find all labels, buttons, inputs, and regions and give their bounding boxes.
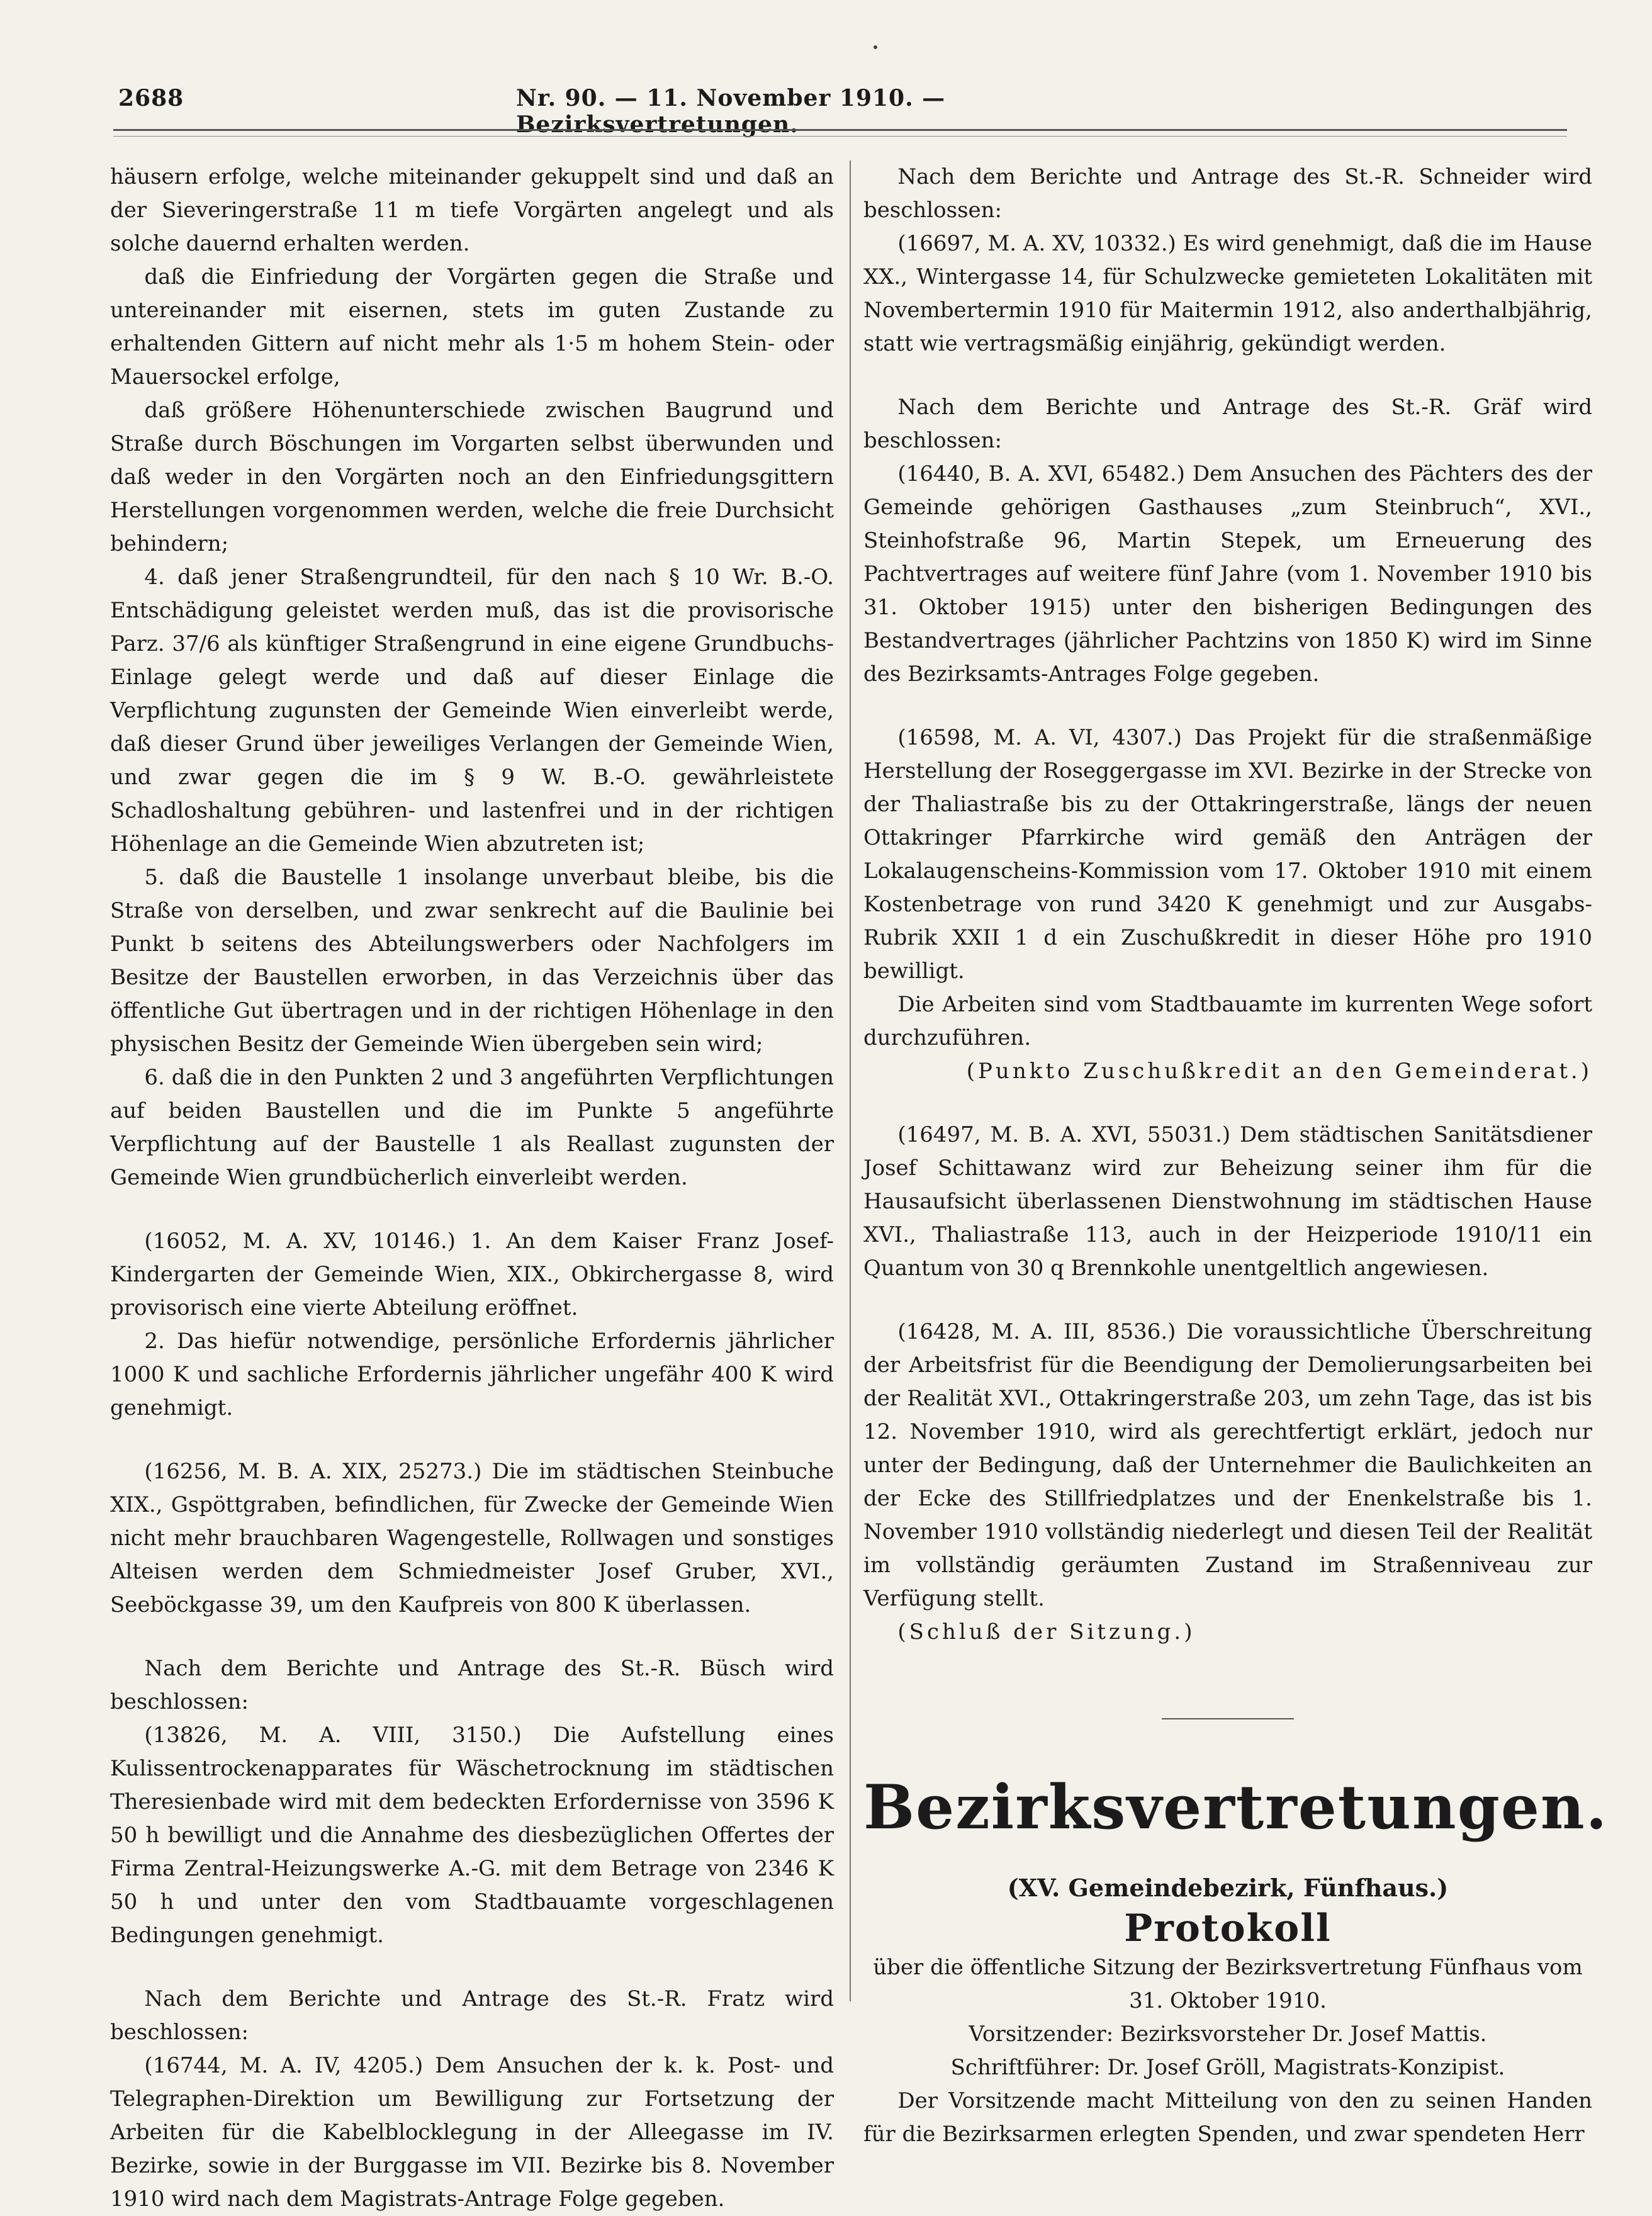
header-rule	[113, 129, 1567, 137]
paragraph-note: (Punkto Zuschußkredit an den Gemeinderat.)	[966, 1059, 1592, 1084]
page-number: 2688	[118, 85, 184, 111]
paragraph: (16497, M. B. A. XVI, 55031.) Dem städtischen Sanitätsdiener Josef Schittawanz wird zur Beheizung seiner ihm für die Hausaufsicht überlassenen Dienstwohnung im städtischen Hause XVI., Thaliastraße 113, auch in der Heizperiode 1910/11 ein Quantum von 30 q Brennkohle unentgeltlich angewiesen.	[863, 1122, 1592, 1281]
secretary-line: Schriftführer: Dr. Josef Gröll, Magistrats-Konzipist.	[950, 2055, 1505, 2080]
paragraph: 6. daß die in den Punkten 2 und 3 angeführten Verpflichtungen auf beiden Baustellen und die im Punkte 5 angeführte Verpflichtung auf der Baustelle 1 als Reallast zugunsten der Gemeinde Wien grundbücherlich einverleibt werden.	[110, 1065, 834, 1190]
protokoll-title: Protokoll	[1124, 1906, 1332, 1950]
paragraph: Die Arbeiten sind vom Stadtbauamte im kurrenten Wege sofort durchzuführen.	[863, 992, 1592, 1050]
chair-line: Vorsitzender: Bezirksvorsteher Dr. Josef Mattis.	[969, 2022, 1487, 2047]
running-title: Nr. 90. — 11. November 1910. — Bezirksvertretungen.	[516, 85, 946, 138]
paragraph: 2. Das hiefür notwendige, persönliche Erfordernis jährlicher 1000 K und sachliche Erfordernis jährlicher ungefähr 400 K wird genehmigt.	[110, 1329, 834, 1420]
paragraph: (13826, M. A. VIII, 3150.) Die Aufstellung eines Kulissentrockenapparates für Wäschetrocknung im städtischen Theresienbade wird mit dem bedeckten Erfordernisse von 3596 K 50 h bewilligt und die Annahme des diesbezüglichen Offertes der Firma Zentral-Heizungswerke A.-G. mit dem Betrage von 2346 K 50 h und unter den vom Stadtbauamte vorgeschlagenen Bedingungen genehmigt.	[110, 1723, 834, 1948]
paragraph: (16697, M. A. XV, 10332.) Es wird genehmigt, daß die im Hause XX., Wintergasse 14, für Schulzwecke gemieteten Lokalitäten mit Novembertermin 1910 für Maitermin 1912, also anderthalbjährig, statt wie vertragsmäßig einjährig, gekündigt werden.	[863, 231, 1592, 356]
paragraph: (16428, M. A. III, 8536.) Die voraussichtliche Überschreitung der Arbeitsfrist für die Beendigung der Demolierungsarbeiten bei der Realität XVI., Ottakringerstraße 203, um zehn Tage, das ist bis 12. November 1910, wird als gerechtfertigt erklärt, jedoch nur unter der Bedingung, daß der Unternehmer die Baulichkeiten an der Ecke des Stillfriedplatzes und der Enenkelstraße bis 1. November 1910 vollständig niederlegt und diesen Teil der Realität im vollständig geräumten Zustand im Straßenniveau zur Verfügung stellt.	[863, 1319, 1592, 1611]
paragraph: daß größere Höhenunterschiede zwischen Baugrund und Straße durch Böschungen im Vorgarten selbst überwunden und daß weder in den Vorgärten noch an den Einfriedungsgittern Herstellungen vorgenommen werden, welche die freie Durchsicht behindern;	[110, 398, 834, 556]
protokoll-description: über die öffentliche Sitzung der Bezirksvertretung Fünfhaus vom 31. Oktober 1910.	[873, 1955, 1583, 2013]
paragraph: (16598, M. A. VI, 4307.) Das Projekt für die straßenmäßige Herstellung der Roseggergasse im XVI. Bezirke in der Strecke von der Thaliastraße bis zu der Ottakringerstraße, längs der neuen Ottakringer Pfarrkirche wird gemäß den Anträgen der Lokalaugenscheins-Kommission vom 17. Oktober 1910 mit einem Kostenbetrage von rund 3420 K genehmigt und zur Ausgabs-Rubrik XXII 1 d ein Zuschußkredit in dieser Höhe pro 1910 bewilligt.	[863, 725, 1592, 984]
section-title: Bezirksvertretungen.	[863, 1772, 1609, 1843]
dot-mark	[874, 45, 877, 49]
paragraph: daß die Einfriedung der Vorgärten gegen die Straße und untereinander mit eisernen, stets im guten Zustande zu erhaltenden Gittern auf nicht mehr als 1·5 m hohem Stein- oder Mauersockel erfolge,	[110, 264, 834, 390]
column-divider	[850, 160, 851, 2001]
paragraph: 5. daß die Baustelle 1 insolange unverbaut bleibe, bis die Straße von derselben, und zwar senkrecht auf die Baulinie bei Punkt b seitens des Abteilungswerbers oder Nachfolgers im Besitze der Baustellen erworben, in das Verzeichnis über das öffentliche Gut übertragen und in der richtigen Höhenlage in den physischen Besitz der Gemeinde Wien übergeben sein wird;	[110, 865, 834, 1057]
district-subtitle: (XV. Gemeindebezirk, Fünfhaus.)	[1007, 1874, 1449, 1902]
motion-heading: Nach dem Berichte und Antrage des St.-R. Fratz wird beschlossen:	[110, 1986, 834, 2045]
session-close: (Schluß der Sitzung.)	[897, 1619, 1196, 1645]
motion-heading: Nach dem Berichte und Antrage des St.-R. Büsch wird beschlossen:	[110, 1656, 834, 1714]
paragraph: (16052, M. A. XV, 10146.) 1. An dem Kaiser Franz Josef-Kindergarten der Gemeinde Wien, XIX., Obkirchergasse 8, wird provisorisch eine vierte Abteilung eröffnet.	[110, 1229, 834, 1320]
paragraph: (16256, M. B. A. XIX, 25273.) Die im städtischen Steinbuche XIX., Gspöttgraben, befindlichen, für Zwecke der Gemeinde Wien nicht mehr brauchbaren Wagengestelle, Rollwagen und sonstiges Alteisen werden dem Schmiedmeister Josef Gruber, XVI., Seeböckgasse 39, um den Kaufpreis von 800 K überlassen.	[110, 1459, 834, 1617]
paragraph: häusern erfolge, welche miteinander gekuppelt sind und daß an der Sieveringerstraße 11 m tiefe Vorgärten angelegt und als solche dauernd erhalten werden.	[110, 164, 834, 256]
right-column	[863, 160, 1609, 2151]
paragraph: Der Vorsitzende macht Mitteilung von den zu seinen Handen für die Bezirksarmen erlegten Spenden, und zwar spendeten Herr	[863, 2088, 1592, 2147]
page-header	[113, 85, 1196, 138]
motion-heading: Nach dem Berichte und Antrage des St.-R. Schneider wird beschlossen:	[863, 164, 1592, 223]
paragraph: (16744, M. A. IV, 4205.) Dem Ansuchen der k. k. Post- und Telegraphen-Direktion um Bewilligung zur Fortsetzung der Arbeiten für die Kabelblocklegung in der Alleegasse im IV. Bezirke, sowie in der Burggasse im VII. Bezirke bis 8. November 1910 wird nach dem Magistrats-Antrage Folge gegeben.	[110, 2053, 834, 2212]
left-column	[110, 160, 834, 2216]
motion-heading: Nach dem Berichte und Antrage des St.-R. Gräf wird beschlossen:	[863, 395, 1592, 453]
paragraph: (16440, B. A. XVI, 65482.) Dem Ansuchen des Pächters des der Gemeinde gehörigen Gasthauses „zum Steinbruch“, XVI., Steinhofstraße 96, Martin Stepek, um Erneuerung des Pachtvertrages auf weitere fünf Jahre (vom 1. November 1910 bis 31. Oktober 1915) unter den bisherigen Bedingungen des Bestandvertrages (jährlicher Pachtzins von 1850 K) wird im Sinne des Bezirksamts-Antrages Folge gegeben.	[863, 461, 1592, 687]
paragraph: 4. daß jener Straßengrundteil, für den nach § 10 Wr. B.-O. Entschädigung geleistet werden muß, das ist die provisorische Parz. 37/6 als künftiger Straßengrund in eine eigene Grundbuchs-Einlage gelegt werde und daß auf dieser Einlage die Verpflichtung zugunsten der Gemeinde Wien einverleibt werde, daß dieser Grund über jeweiliges Verlangen der Gemeinde Wien, und zwar gegen die im § 9 W. B.-O. gewährleistete Schadloshaltung gebühren- und lastenfrei und in der richtigen Höhenlage an die Gemeinde Wien abzutreten ist;	[110, 565, 834, 857]
